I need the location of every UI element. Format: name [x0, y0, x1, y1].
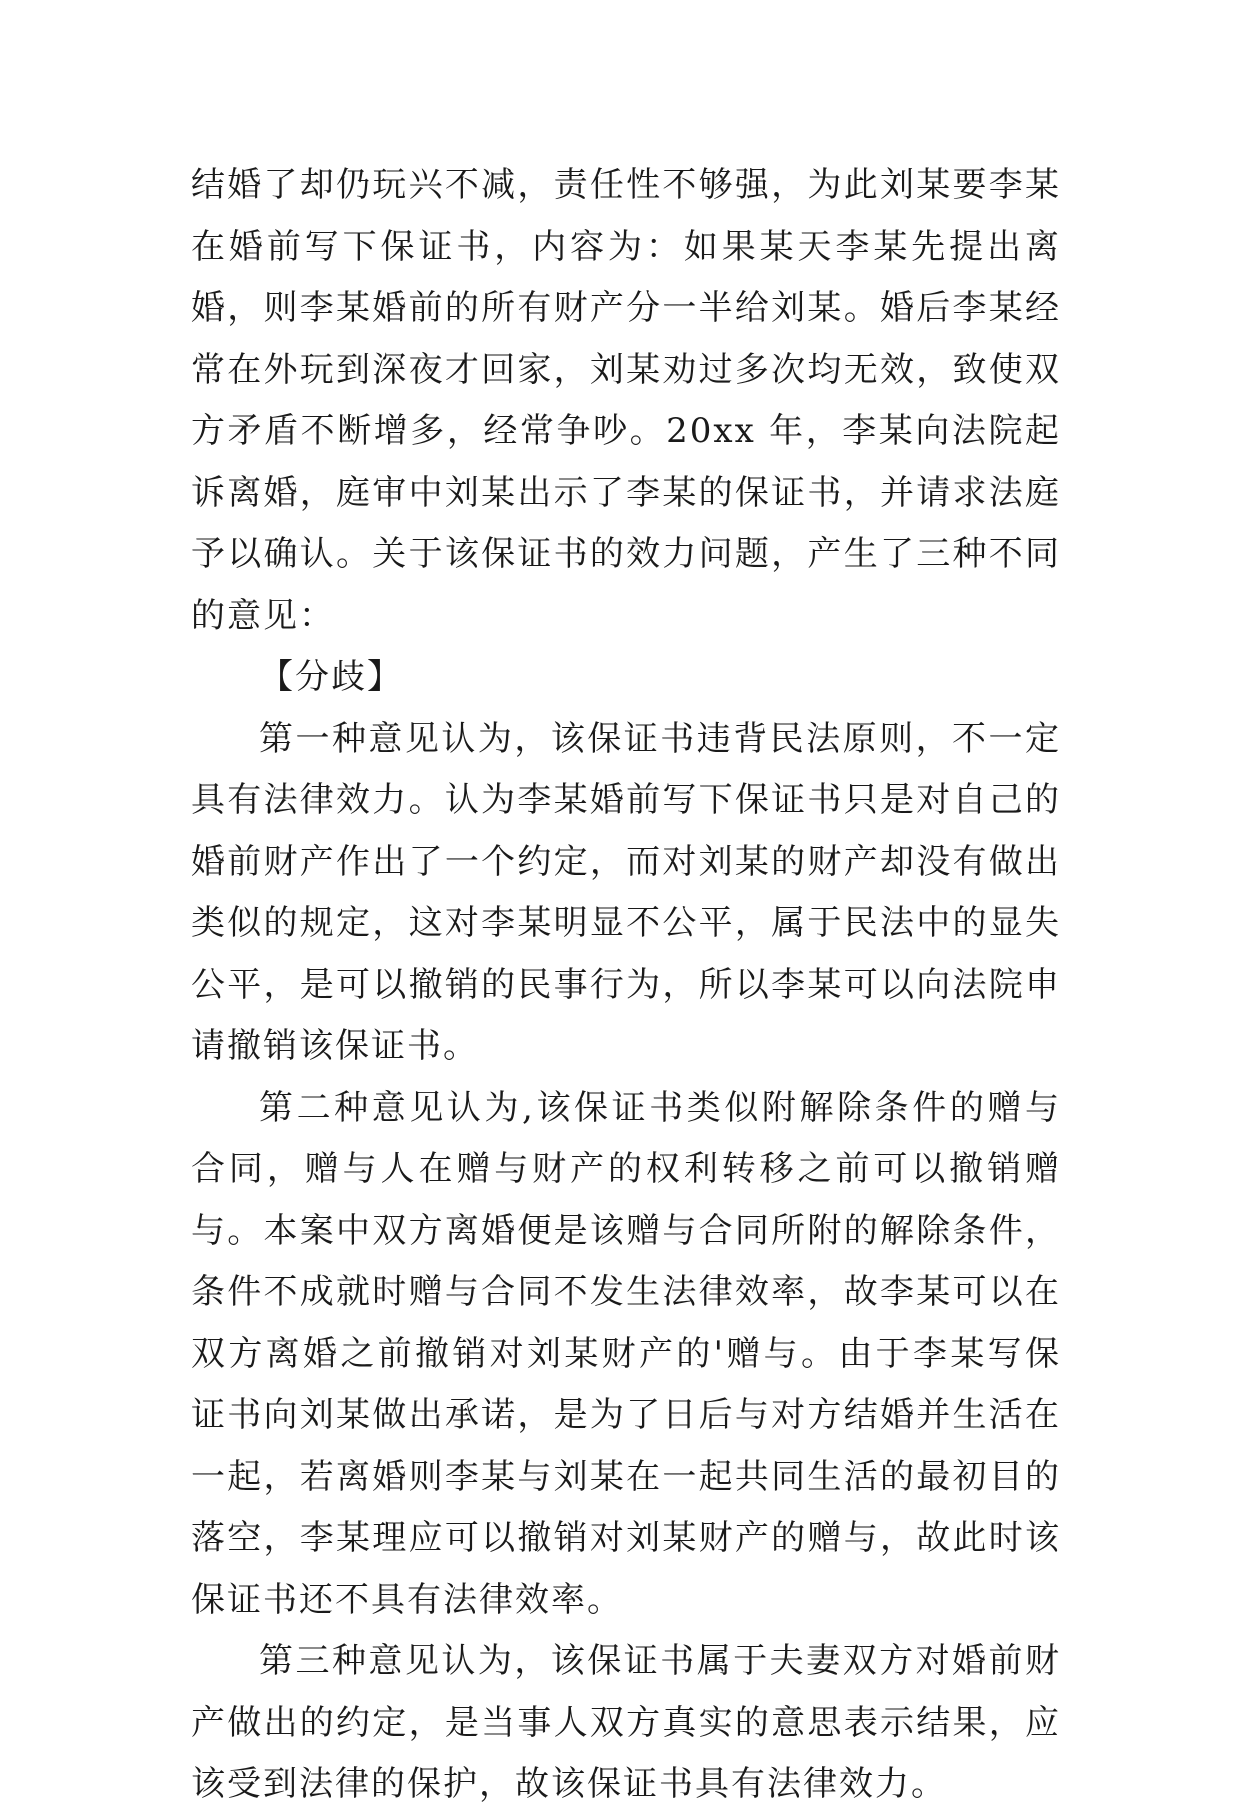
heading-disagreement: 【分歧】: [259, 657, 403, 697]
paragraph-case-facts: 结婚了却仍玩兴不减，责任性不够强，为此刘某要李某在婚前写下保证书，内容为：如果某天李某先提出离婚，则李某婚前的所有财产分一半给刘某。婚后李某经常在外玩到深夜才回家，刘某劝过多次均无效，致使双方矛盾不断增多，经常争吵。20xx 年，李某向法院起诉离婚，庭审中刘某出示了李某的保证书，并请求法庭予以确认。关于该保证书的效力问题，产生了三种不同的意见：: [191, 165, 1061, 636]
document-body: [191, 155, 1061, 1816]
paragraph-opinion-3: 第三种意见认为，该保证书属于夫妻双方对婚前财产做出的约定，是当事人双方真实的意思表示结果，应该受到法律的保护，故该保证书具有法律效力。: [191, 1641, 1061, 1804]
paragraph-opinion-2: 第二种意见认为,该保证书类似附解除条件的赠与合同，赠与人在赠与财产的权利转移之前可以撤销赠与。本案中双方离婚便是该赠与合同所附的解除条件，条件不成就时赠与合同不发生法律效率，故李某可以在双方离婚之前撤销对刘某财产的'赠与。由于李某写保证书向刘某做出承诺，是为了日后与对方结婚并生活在一起，若离婚则李某与刘某在一起共同生活的最初目的落空，李某理应可以撤销对刘某财产的赠与，故此时该保证书还不具有法律效率。: [191, 1087, 1061, 1620]
paragraph-opinion-1: 第一种意见认为，该保证书违背民法原则，不一定具有法律效力。认为李某婚前写下保证书只是对自己的婚前财产作出了一个约定，而对刘某的财产却没有做出类似的规定，这对李某明显不公平，属于民法中的显失公平，是可以撤销的民事行为，所以李某可以向法院申请撤销该保证书。: [191, 718, 1061, 1066]
